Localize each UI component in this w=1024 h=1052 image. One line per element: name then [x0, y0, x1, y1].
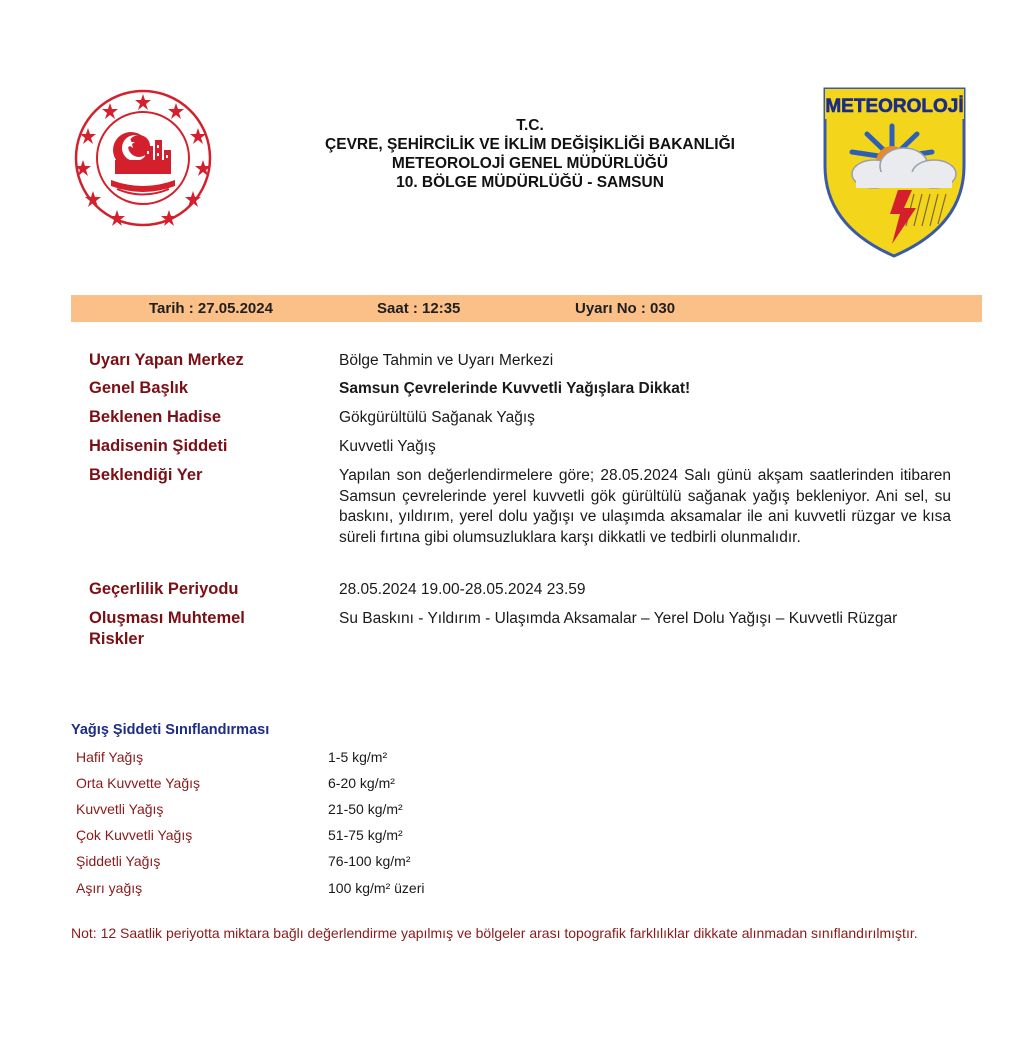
label-expected-event: Beklenen Hadise — [89, 408, 222, 426]
header-ministry: ÇEVRE, ŞEHİRCİLİK VE İKLİM DEĞİŞİKLİĞİ BAKANLIĞI — [325, 136, 735, 153]
class-name: Kuvvetli Yağış — [76, 801, 164, 817]
info-time: Saat : 12:35 — [377, 300, 461, 317]
class-value: 6-20 kg/m² — [328, 775, 395, 791]
header-block — [260, 116, 800, 192]
class-name: Aşırı yağış — [76, 880, 143, 896]
value-event-severity: Kuvvetli Yağış — [339, 438, 436, 455]
info-bar — [71, 295, 982, 322]
class-value: 76-100 kg/m² — [328, 853, 411, 869]
value-expected-location: Yapılan son değerlendirmelere göre; 28.05.2024 Salı günü akşam saatlerinden itibaren Samsun çevrelerinde yerel kuvvetli gök gürültülü sağanak yağış bekleniyor. Ani sel, su baskını, yıldırım, yerel dolu yağışı ve ulaşımda aksamalar ile ani kuvvetli rüzgar ve kısa süreli fırtına gibi olumsuzluklara karşı dikkatli ve tedbirli olunmalıdır. — [339, 467, 951, 546]
label-expected-location: Beklendiği Yer — [89, 466, 203, 484]
header-regional: 10. BÖLGE MÜDÜRLÜĞÜ - SAMSUN — [396, 174, 664, 191]
value-expected-event: Gökgürültülü Sağanak Yağış — [339, 409, 535, 426]
header-tc: T.C. — [516, 117, 544, 134]
value-possible-risks: Su Baskını - Yıldırım - Ulaşımda Aksamalar – Yerel Dolu Yağışı – Kuvvetli Rüzgar — [339, 610, 898, 627]
class-name: Hafif Yağış — [76, 749, 144, 765]
footnote: Not: 12 Saatlik periyotta miktara bağlı değerlendirme yapılmış ve bölgeler arası topografik farklılıklar dikkate alınmadan sınıflandırılmıştır. — [71, 925, 918, 941]
class-value: 21-50 kg/m² — [328, 801, 403, 817]
ministry-seal-icon — [73, 88, 213, 228]
label-event-severity: Hadisenin Şiddeti — [89, 437, 228, 455]
class-value: 1-5 kg/m² — [328, 749, 388, 765]
class-name: Çok Kuvvetli Yağış — [76, 827, 193, 843]
label-general-title: Genel Başlık — [89, 379, 189, 397]
class-value: 100 kg/m² üzeri — [328, 880, 425, 896]
value-issuing-center: Bölge Tahmin ve Uyarı Merkezi — [339, 352, 554, 369]
value-validity-period: 28.05.2024 19.00-28.05.2024 23.59 — [339, 581, 586, 598]
logo-text: METEOROLOJİ — [825, 96, 964, 117]
info-date: Tarih : 27.05.2024 — [149, 300, 273, 317]
classification-title: Yağış Şiddeti Sınıflandırması — [71, 722, 270, 738]
header-directorate: METEOROLOJİ GENEL MÜDÜRLÜĞÜ — [391, 155, 669, 172]
value-general-title: Samsun Çevrelerinde Kuvvetli Yağışlara Dikkat! — [339, 380, 691, 397]
label-possible-risks-line2: Riskler — [89, 630, 145, 648]
class-value: 51-75 kg/m² — [328, 827, 403, 843]
label-possible-risks-line1: Oluşması Muhtemel — [89, 609, 245, 627]
meteorology-shield-icon — [822, 86, 967, 258]
info-warning-no: Uyarı No : 030 — [575, 300, 676, 317]
label-validity-period: Geçerlilik Periyodu — [89, 580, 239, 598]
label-possible-risks — [89, 608, 245, 650]
label-issuing-center: Uyarı Yapan Merkez — [89, 351, 244, 369]
class-name: Şiddetli Yağış — [76, 853, 161, 869]
class-name: Orta Kuvvette Yağış — [76, 775, 200, 791]
